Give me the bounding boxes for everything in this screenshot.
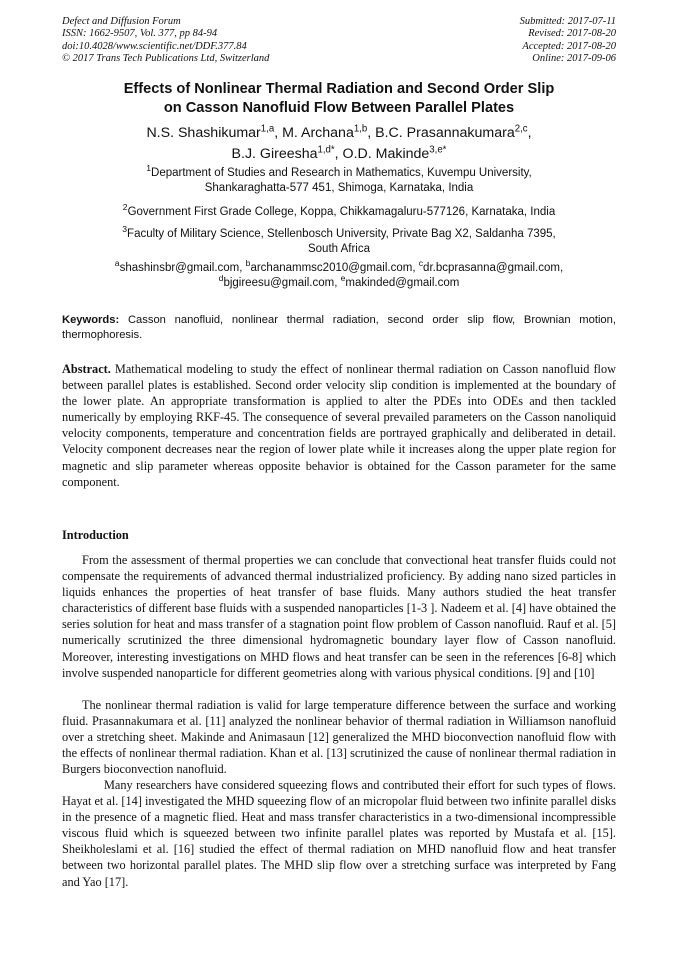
abstract-text: Mathematical modeling to study the effect of nonlinear thermal radiation on Casson nanofluid flow between parallel plates is established. Second order velocity slip condition is implemented at the boundary of the lower plate. An appropriate transformation is applied to alter the PDEs into ODEs and then tackled numerically by employing RKF-45. The consequence of several prevailed parameters on the Casson nanoliquid velocity components, temperature and concentration fields are portrayed graphically and deliberated in detail. Velocity component decreases near the region of lower plate while it increases along the upper plate region for magnetic and slip parameter whereas opposite behavior is obtained for the Casson parameter for the same component.	[62, 362, 616, 489]
abstract	[62, 361, 616, 490]
email-link[interactable]: shashinsbr@gmail.com	[119, 262, 240, 274]
journal-name: Defect and Diffusion Forum	[62, 16, 181, 27]
section-heading-introduction: Introduction	[62, 528, 129, 542]
author-name: B.C. Prasannakumara	[375, 125, 515, 141]
date-accepted: Accepted: 2017-08-20	[522, 40, 616, 52]
author-sup: 1,b	[353, 123, 368, 135]
affiliation-2: $^2$Government First Grade College, Koppa, Chikkamagaluru-577126, Karnataka, India	[122, 202, 556, 218]
keywords-text: Casson nanofluid, nonlinear thermal radiation, second order slip flow, Brownian motion, thermophoresis.	[62, 314, 616, 341]
author-name: M. Archana	[282, 125, 354, 141]
journal-issn: ISSN: 1662-9507, Vol. 377, pp 84-94	[62, 28, 218, 40]
author-sup: 3,e*	[429, 144, 447, 156]
author-name: N.S. Shashikumar	[146, 125, 261, 141]
intro-paragraph-3: Many researchers have considered squeezing flows and contributed their effort for such types of flows. Hayat et al. [14] investigated the MHD squeezing flow of an micropolar fluid between two infinite parallel disks in the presence of a magnetic flied. Heat and mass transfer characteristics in a two-dimensional incompressible viscous fluid which is squeezed between two infinite parallel plates was reported by Mustafa et al. [15]. Sheikholeslami et al. [16] studied the effect of thermal radiation on MHD nanofluid flow and heat transfer between two horizontal parallel plates. The MHD slip flow over a stretching surface was interpreted by Fang and Yao [17].	[62, 778, 616, 889]
keywords-label: Keywords:	[62, 314, 120, 326]
article-dates	[520, 16, 616, 65]
intro-paragraph-2: The nonlinear thermal radiation is valid for large temperature difference between the surface and working fluid. Prasannakumara et al. [11] analyzed the nonlinear behavior of thermal radiation in Williamson nanofluid over a stretching sheet. Makinde and Animasaun [12] generalized the MHD bioconvection nanofluid flow with the effects of nonlinear thermal radiation. Khan et al. [13] scrutinized the cause of nonlinear thermal radiation in Burgers bioconvection nanofluid.	[62, 698, 616, 777]
journal-info	[62, 16, 269, 65]
date-submitted: Submitted: 2017-07-11	[519, 16, 616, 27]
author-line-2: B.J. Gireesha$^{1,d*}$, O.D. Makinde$^{3,e*}$	[231, 144, 447, 162]
intro-paragraph-1: From the assessment of thermal properties we can conclude that convectional heat transfer fluids could not compensate the requirements of advanced thermal industrialized proficiency. By adding nano sized particles in liquids enhances the properties of heat transfer of base fluids. Many authors studied the heat transfer characteristics of different base fluids with a suspended nanoparticles [1-3 ]. Nadeem et al. [4] have obtained the series solution for heat and mass transfer of a stagnation point flow problem of Casson nanofluid. Rauf et al. [5] numerically scrutinized the three dimensional hydromagnetic boundary layer flow of Casson nanofluid. Moreover, interesting investigations on MHD flows and heat transfer can be seen in the references [6-8] which involve suspended nanoparticle for different geometries along with various physical conditions. [9] and [10]	[62, 553, 616, 680]
affiliation-1: $^1$Department of Studies and Research in Mathematics, Kuvempu University, Shankaraghatta-577 451, Shimoga, Karnataka, India	[146, 163, 532, 194]
abstract-label: Abstract.	[62, 362, 111, 376]
affiliation-3: $^3$Faculty of Military Science, Stellenbosch University, Private Bag X2, Saldanha 7395, South Africa	[122, 224, 556, 255]
author-name: O.D. Makinde	[342, 146, 430, 162]
email-link[interactable]: makinded@gmail.com	[345, 277, 460, 289]
author-list	[62, 123, 616, 165]
journal-doi: doi:10.4028/www.scientific.net/DDF.377.84	[62, 40, 247, 52]
email-link[interactable]: archanammsc2010@gmail.com	[250, 262, 413, 274]
email-link[interactable]: dr.bcprasanna@gmail.com	[423, 262, 561, 274]
author-emails: $^a$shashinsbr@gmail.com, $^b$archanammsc2010@gmail.com, $^c$dr.bcprasanna@gmail.com, $^d$bjgireesu@gmail.com, $^e$makinded@gmail.com	[114, 258, 564, 289]
date-online: Online: 2017-09-06	[532, 52, 616, 64]
author-sup: 1,d*	[317, 144, 335, 156]
date-revised: Revised: 2017-08-20	[528, 28, 616, 40]
journal-copyright: © 2017 Trans Tech Publications Ltd, Switzerland	[62, 52, 270, 64]
author-line-1: N.S. Shashikumar$^{1,a}$, M. Archana$^{1,b}$, B.C. Prasannakumara$^{2,c}$,	[146, 123, 532, 141]
title-line-2: on Casson Nanofluid Flow Between Parallel Plates	[163, 100, 515, 116]
author-sup: 2,c	[514, 123, 528, 135]
paper-title	[62, 80, 616, 118]
author-name: B.J. Gireesha	[231, 146, 318, 162]
email-link[interactable]: bjgireesu@gmail.com	[223, 277, 335, 289]
author-sup: 1,a	[260, 123, 275, 135]
title-line-1: Effects of Nonlinear Thermal Radiation and Second Order Slip	[123, 81, 555, 97]
keywords	[62, 313, 616, 343]
